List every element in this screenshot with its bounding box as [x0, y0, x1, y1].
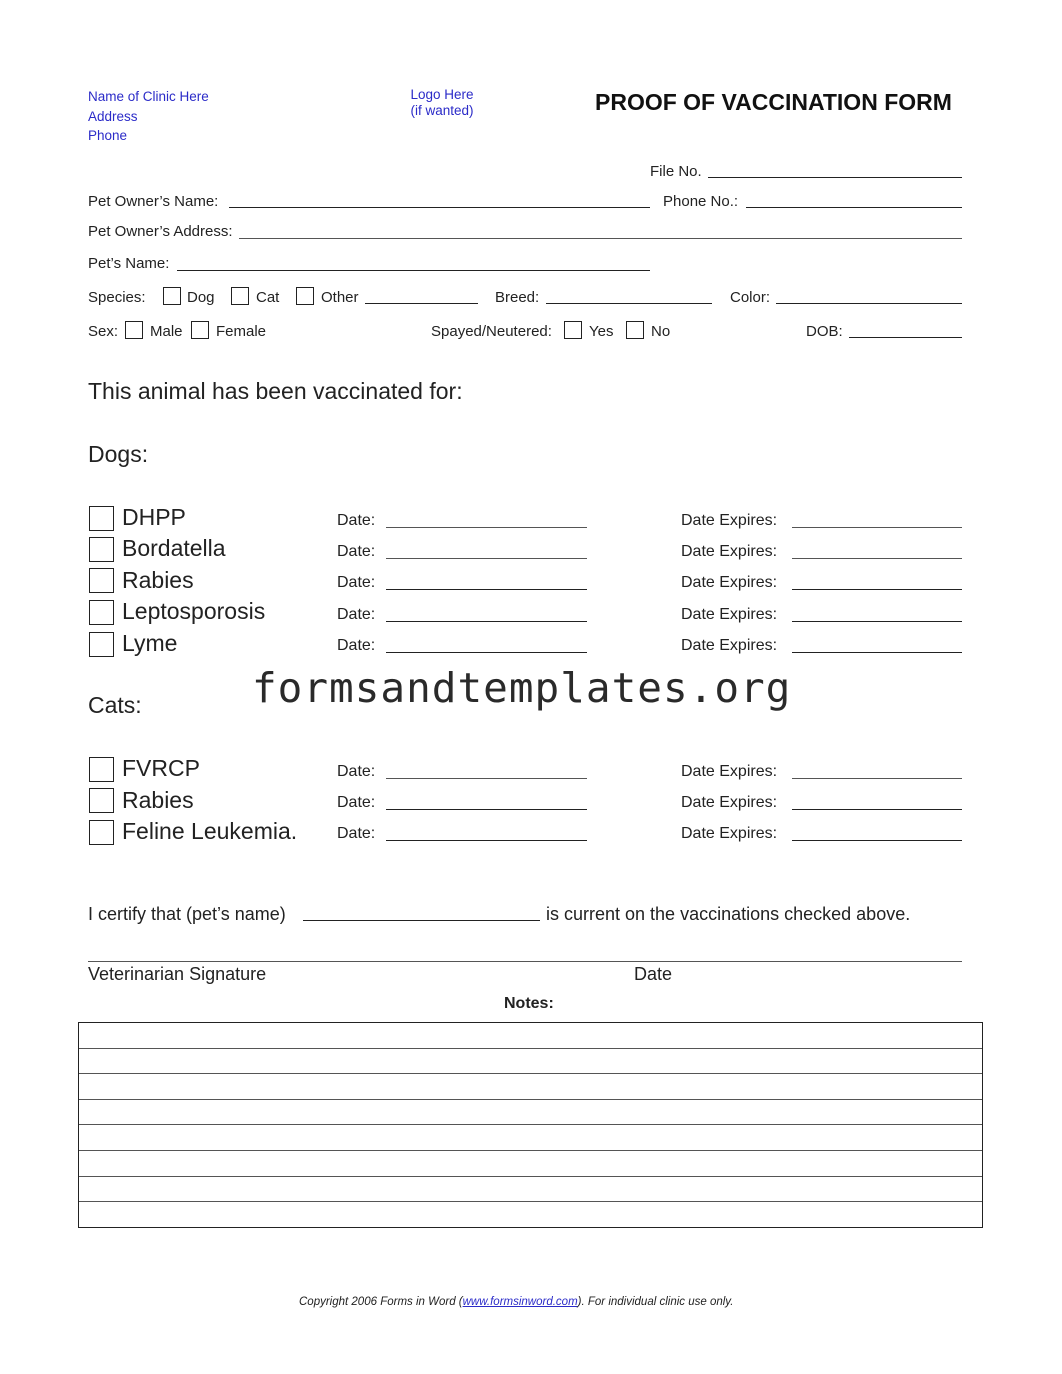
- rabies-dog-date-line[interactable]: [386, 589, 587, 590]
- copyright-text-after: ). For individual clinic use only.: [577, 1296, 734, 1308]
- fvrcp-date-line[interactable]: [386, 778, 587, 779]
- watermark: formsandtemplates.org: [252, 664, 792, 712]
- page-title: PROOF OF VACCINATION FORM: [595, 89, 952, 115]
- feline-leukemia-date-label: Date:: [337, 825, 376, 842]
- bordatella-expires-label: Date Expires:: [681, 543, 778, 560]
- feline-leukemia-expires-label: Date Expires:: [681, 825, 778, 842]
- rabies-dog-checkbox[interactable]: [89, 568, 114, 593]
- species-cat-label: Cat: [256, 289, 280, 306]
- clinic-phone: Phone: [88, 128, 128, 143]
- clinic-info: [88, 87, 209, 146]
- spayed-label: Spayed/Neutered:: [431, 323, 552, 340]
- feline-leukemia-label: Feline Leukemia.: [122, 818, 298, 844]
- copyright-text-before: Copyright 2006 Forms in Word (: [299, 1296, 463, 1308]
- signature-date-label: Date: [634, 964, 673, 984]
- fvrcp-expires-label: Date Expires:: [681, 763, 778, 780]
- lyme-label: Lyme: [122, 630, 178, 656]
- owner-address-line[interactable]: [239, 238, 962, 239]
- species-other-label: Other: [321, 289, 359, 306]
- file-no-line[interactable]: [708, 177, 962, 178]
- sex-label: Sex:: [88, 323, 119, 340]
- dhpp-checkbox[interactable]: [89, 506, 114, 531]
- notes-row[interactable]: [79, 1100, 982, 1126]
- spayed-yes-checkbox[interactable]: [564, 321, 582, 339]
- feline-leukemia-checkbox[interactable]: [89, 820, 114, 845]
- notes-row[interactable]: [79, 1125, 982, 1151]
- lyme-expires-line[interactable]: [792, 652, 962, 653]
- fvrcp-checkbox[interactable]: [89, 757, 114, 782]
- bordatella-expires-line[interactable]: [792, 558, 962, 559]
- phone-no-line[interactable]: [746, 207, 962, 208]
- dhpp-label: DHPP: [122, 504, 186, 530]
- dogs-heading: Dogs:: [88, 441, 149, 467]
- breed-line[interactable]: [546, 303, 712, 304]
- rabies-dog-date-label: Date:: [337, 574, 376, 591]
- notes-row[interactable]: [79, 1074, 982, 1100]
- color-line[interactable]: [776, 303, 962, 304]
- leptosporosis-expires-line[interactable]: [792, 621, 962, 622]
- clinic-address: Address: [88, 108, 138, 124]
- leptosporosis-date-line[interactable]: [386, 621, 587, 622]
- color-label: Color:: [730, 289, 771, 306]
- dhpp-date-line[interactable]: [386, 527, 587, 528]
- rabies-cat-date-line[interactable]: [386, 809, 587, 810]
- rabies-cat-label: Rabies: [122, 787, 194, 813]
- leptosporosis-expires-label: Date Expires:: [681, 606, 778, 623]
- pet-name-label: Pet’s Name:: [88, 255, 170, 272]
- owner-address-label: Pet Owner’s Address:: [88, 223, 233, 240]
- sex-male-checkbox[interactable]: [125, 321, 143, 339]
- rabies-dog-expires-line[interactable]: [792, 589, 962, 590]
- dob-label: DOB:: [806, 323, 843, 340]
- notes-row[interactable]: [79, 1177, 982, 1203]
- lyme-checkbox[interactable]: [89, 632, 114, 657]
- spayed-yes-label: Yes: [589, 323, 614, 340]
- sex-male-label: Male: [150, 323, 183, 340]
- leptosporosis-label: Leptosporosis: [122, 598, 266, 624]
- species-other-checkbox[interactable]: [296, 287, 314, 305]
- rabies-cat-date-label: Date:: [337, 794, 376, 811]
- leptosporosis-date-label: Date:: [337, 606, 376, 623]
- fvrcp-expires-line[interactable]: [792, 778, 962, 779]
- file-no-label: File No.: [650, 163, 702, 180]
- lyme-date-label: Date:: [337, 637, 376, 654]
- logo-line2: (if wanted): [410, 103, 474, 118]
- species-label: Species:: [88, 289, 146, 306]
- rabies-cat-checkbox[interactable]: [89, 788, 114, 813]
- formsinword-link[interactable]: www.formsinword.com: [462, 1296, 578, 1308]
- dhpp-expires-line[interactable]: [792, 527, 962, 528]
- species-dog-label: Dog: [187, 289, 215, 306]
- rabies-cat-expires-line[interactable]: [792, 809, 962, 810]
- logo-line1: Logo Here: [410, 87, 474, 102]
- notes-row[interactable]: [79, 1202, 982, 1228]
- logo-placeholder: [400, 87, 484, 119]
- bordatella-label: Bordatella: [122, 535, 226, 561]
- rabies-dog-expires-label: Date Expires:: [681, 574, 778, 591]
- pet-name-line[interactable]: [177, 270, 650, 271]
- species-cat-checkbox[interactable]: [231, 287, 249, 305]
- feline-leukemia-date-line[interactable]: [386, 840, 587, 841]
- vet-signature-label: Veterinarian Signature: [88, 964, 267, 984]
- rabies-dog-label: Rabies: [122, 567, 194, 593]
- species-other-line[interactable]: [365, 303, 478, 304]
- certify-pet-name-line[interactable]: [303, 920, 540, 921]
- bordatella-date-label: Date:: [337, 543, 376, 560]
- breed-label: Breed:: [495, 289, 540, 306]
- fvrcp-date-label: Date:: [337, 763, 376, 780]
- dhpp-date-label: Date:: [337, 512, 376, 529]
- certify-text-after: is current on the vaccinations checked above.: [546, 904, 911, 924]
- lyme-expires-label: Date Expires:: [681, 637, 778, 654]
- fvrcp-label: FVRCP: [122, 755, 200, 781]
- dhpp-expires-label: Date Expires:: [681, 512, 778, 529]
- lyme-date-line[interactable]: [386, 652, 587, 653]
- sex-female-checkbox[interactable]: [191, 321, 209, 339]
- cats-heading: Cats:: [88, 692, 142, 718]
- bordatella-date-line[interactable]: [386, 558, 587, 559]
- phone-no-label: Phone No.:: [663, 193, 739, 210]
- bordatella-checkbox[interactable]: [89, 537, 114, 562]
- spayed-no-checkbox[interactable]: [626, 321, 644, 339]
- owner-name-line[interactable]: [229, 207, 650, 208]
- feline-leukemia-expires-line[interactable]: [792, 840, 962, 841]
- certify-text-before: I certify that (pet’s name): [88, 904, 286, 924]
- vaccinated-heading: This animal has been vaccinated for:: [88, 378, 463, 404]
- leptosporosis-checkbox[interactable]: [89, 600, 114, 625]
- notes-row[interactable]: [79, 1049, 982, 1075]
- dob-line[interactable]: [849, 337, 962, 338]
- rabies-cat-expires-label: Date Expires:: [681, 794, 778, 811]
- signature-line[interactable]: [88, 961, 962, 962]
- species-dog-checkbox[interactable]: [163, 287, 181, 305]
- notes-table: [78, 1022, 983, 1228]
- sex-female-label: Female: [216, 323, 267, 340]
- clinic-name: Name of Clinic Here: [88, 89, 209, 104]
- copyright-footer: [299, 1296, 733, 1308]
- owner-name-label: Pet Owner’s Name:: [88, 193, 219, 210]
- notes-title: Notes:: [504, 995, 554, 1012]
- spayed-no-label: No: [651, 323, 671, 340]
- notes-row[interactable]: [79, 1023, 982, 1049]
- notes-row[interactable]: [79, 1151, 982, 1177]
